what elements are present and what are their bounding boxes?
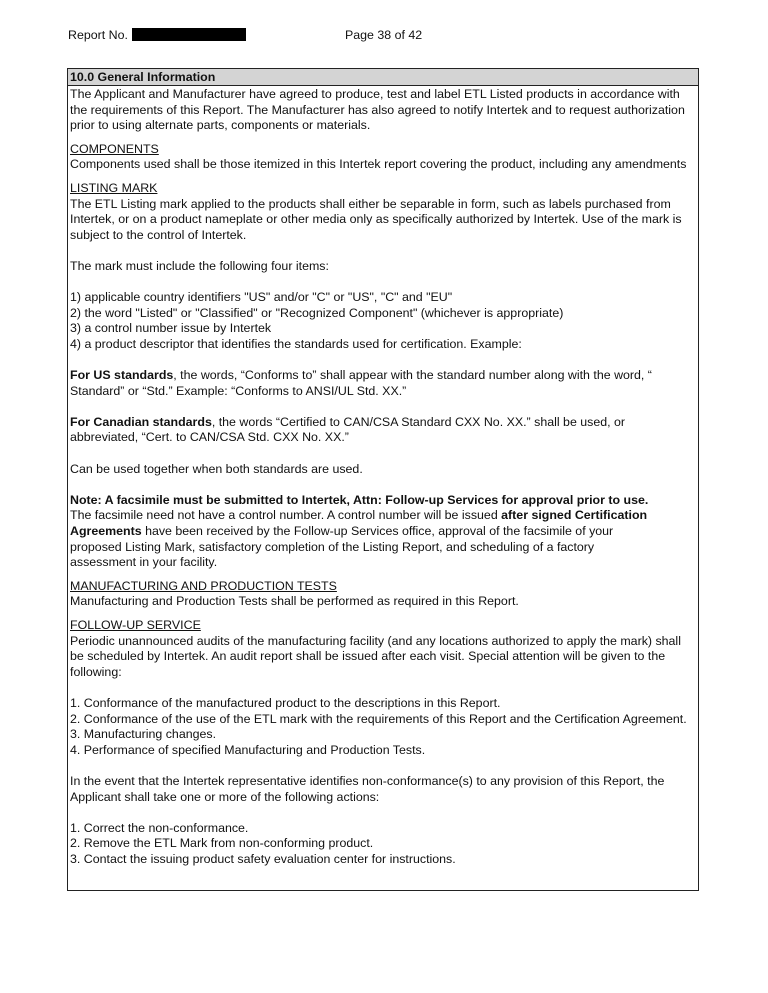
components-section [70,142,696,173]
general-information-box [67,68,699,891]
text-run: have been received by the Follow-up Services office, approval of the facsimile of your [141,524,614,539]
intro-paragraph [70,87,696,134]
text-line: Standard” or “Std.” Example: “Conforms to ANSI/UL Std. XX.” [70,383,407,398]
text-line [70,415,696,431]
text-line [70,508,696,524]
list-item: 1. Correct the non-conformance. [70,820,249,835]
us-standards-label: For US standards [70,368,174,383]
non-conformance-paragraph [70,774,696,805]
report-number [68,28,246,42]
text-line [70,368,696,384]
text-line: The ETL Listing mark applied to the products shall either be separable in form, such as labels purchased from [70,196,671,211]
audit-items-list [70,696,696,758]
mark-items-list [70,290,696,352]
listing-mark-section [70,181,696,243]
bold-run: Agreements [70,524,142,539]
canadian-standards-label: For Canadian standards [70,414,212,429]
text-line: Applicant shall take one or more of the following actions: [70,789,380,804]
text-line: proposed Listing Mark, satisfactory completion of the Listing Report, and scheduling of a factory [70,539,595,554]
text-line: abbreviated, “Cert. to CAN/CSA Std. CXX No. XX.” [70,430,349,445]
section-title: 10.0 General Information [68,69,698,86]
text-line: The Applicant and Manufacturer have agreed to produce, test and label ETL Listed products in accordance with [70,87,680,101]
facsimile-note [70,493,696,571]
text-line [70,524,696,540]
text-line: prior to using alternate parts, components or materials. [70,118,371,133]
page-header [68,28,700,44]
list-item: 4. Performance of specified Manufacturing and Production Tests. [70,742,426,757]
text-line: be scheduled by Intertek. An audit report shall be issued after each visit. Special attention will be given to the [70,649,666,664]
report-number-label: Report No. [68,28,128,42]
page-number: Page 38 of 42 [345,28,423,42]
list-item: 3) a control number issue by Intertek [70,321,272,336]
text-line: following: [70,664,122,679]
redaction-bar [132,28,246,41]
text-line: Intertek, or on a product nameplate or other media only as specifically authorized by Intertek. Use of the mark is [70,212,682,227]
list-item: 3. Manufacturing changes. [70,727,217,742]
text-line: In the event that the Intertek representative identifies non-conformance(s) to any provision of this Report, the [70,773,665,788]
follow-up-section [70,618,696,680]
us-standards-paragraph [70,368,696,399]
listing-mark-heading: LISTING MARK [70,180,158,195]
manufacturing-text: Manufacturing and Production Tests shall be performed as required in this Report. [70,594,519,609]
canadian-standards-paragraph [70,415,696,446]
list-item: 2. Conformance of the use of the ETL mark with the requirements of this Report and the Certification Agreement. [70,711,687,726]
text-line: subject to the control of Intertek. [70,227,247,242]
text-line: the requirements of this Report. The Manufacturer has also agreed to notify Intertek and to request authorization [70,102,685,117]
four-items-intro: The mark must include the following four items: [70,258,329,273]
facsimile-note-heading: Note: A facsimile must be submitted to Intertek, Attn: Follow-up Services for approval prior to use. [70,492,649,507]
list-item: 1. Conformance of the manufactured product to the descriptions in this Report. [70,695,501,710]
manufacturing-section [70,579,696,610]
components-text: Components used shall be those itemized in this Intertek report covering the product, including any amendments [70,157,687,172]
text-line: assessment in your facility. [70,555,218,570]
list-item: 3. Contact the issuing product safety evaluation center for instructions. [70,851,456,866]
bold-run: after signed Certification [501,508,648,523]
text-run: The facsimile need not have a control number. A control number will be issued [70,508,502,523]
list-item: 1) applicable country identifiers "US" and/or "C" or "US", "C" and "EU" [70,290,453,305]
together-note: Can be used together when both standards are used. [70,461,363,476]
text-run: , the words “Certified to CAN/CSA Standard CXX No. XX.” shall be used, or [211,414,626,429]
section-content [68,86,698,868]
text-line: Periodic unannounced audits of the manufacturing facility (and any locations authorized to apply the mark) shall [70,633,681,648]
actions-list [70,821,696,868]
list-item: 4) a product descriptor that identifies the standards used for certification. Example: [70,336,522,351]
list-item: 2. Remove the ETL Mark from non-conforming product. [70,836,374,851]
list-item: 2) the word "Listed" or "Classified" or "Recognized Component" (whichever is appropriate) [70,305,564,320]
components-heading: COMPONENTS [70,141,159,156]
manufacturing-heading: MANUFACTURING AND PRODUCTION TESTS [70,578,337,593]
text-run: , the words, “Conforms to” shall appear with the standard number along with the word, “ [173,368,652,383]
follow-up-heading: FOLLOW-UP SERVICE [70,618,201,632]
